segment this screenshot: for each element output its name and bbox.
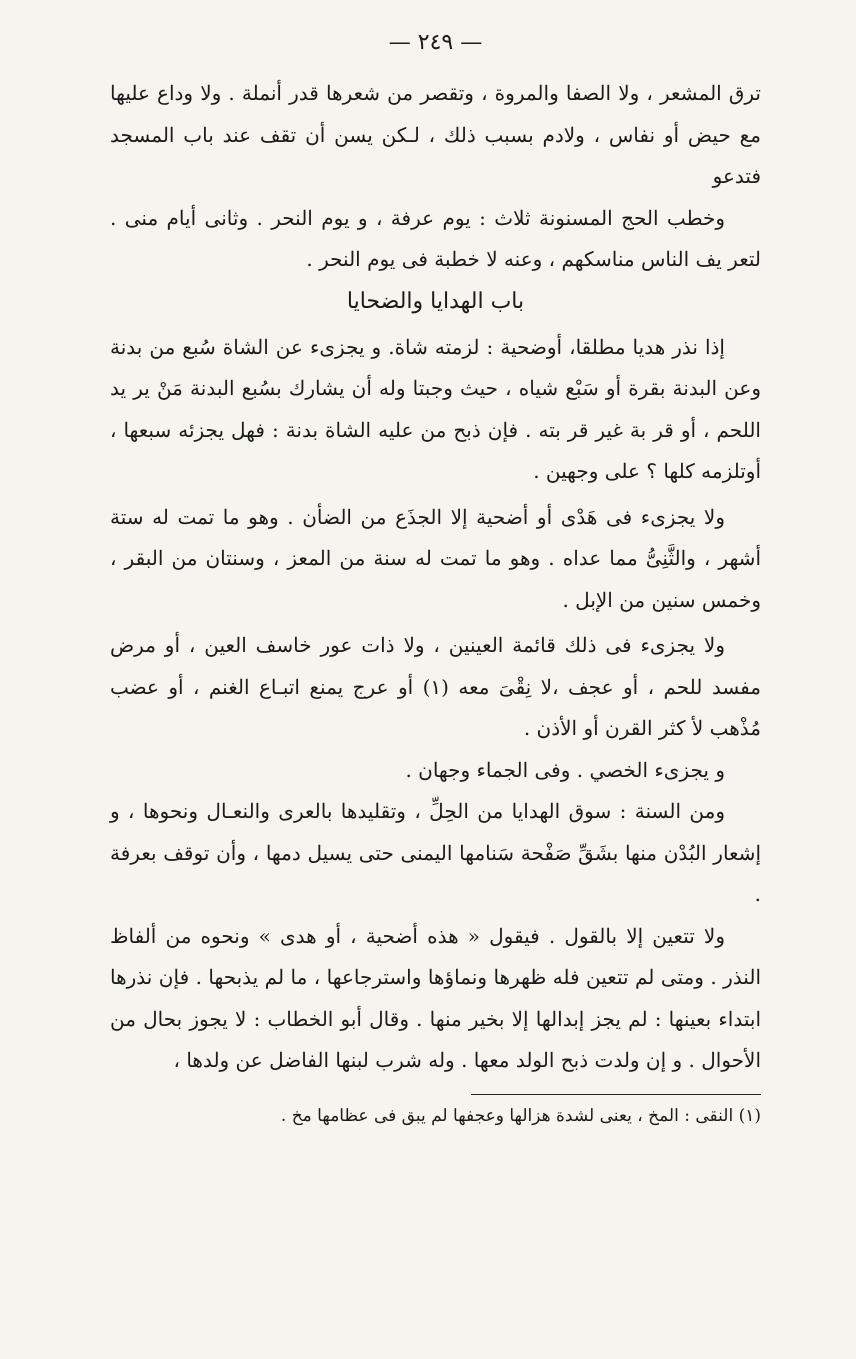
paragraph: وخطب الحج المسنونة ثلاث : يوم عرفة ، و يوم النحر . وثانى أيام منى . لتعر يف الناس مناسكهم ، وعنه لا خطبة فى يوم النحر . [110,205,761,271]
paragraph: ومن السنة : سوق الهدايا من الحِلِّ ، وتقليدها بالعرى والنعـال ونحوها ، و إشعار البُدْن منها بشَقِّ صَفْحة سَنامها اليمنى حتى يسيل دمها ، وأن توقف بعرفة . [110,799,761,906]
paragraph: ولا يجزىء فى ذلك قائمة العينين ، ولا ذات عور خاسف العين ، أو مرض مفسد للحم ، أو عجف ،لا نِقْىَ معه (١) أو عرج يمنع اتبـاع الغنم ، أو عضب مُذْهب لأ كثر القرن أو الأذن . [110,633,761,740]
footnote: (١) النقى : المخ ، يعنى لشدة هزالها وعجفها لم يبق فى عظامها مخ . [280,1105,761,1126]
footnote-divider [471,1094,761,1095]
paragraph: إذا نذر هديا مطلقا، أوضحية : لزمته شاة. و يجزىء عن الشاة سُبع من بدنة وعن البدنة بقرة أو سَبْع شياه ، حيث وجبتا وله أن يشارك بسُبع البدنة مَنْ ير يد اللحم ، أو قر بة غير قر بته . فإن ذبح من عليه الشاة بدنة : فهل يجزئه سبعها ، أوتلزمه كلها ؟ على وجهين . [110,334,761,483]
section-title: باب الهدايا والضحايا [346,288,525,314]
body-text [110,73,761,1082]
paragraph: ترق المشعر ، ولا الصفا والمروة ، وتقصر من شعرها قدر أنملة . ولا وداع عليها مع حيض أو نفاس ، ولادم بسبب ذلك ، لـكن يسن أن تقف عند باب المسجد فتدعو [110,81,761,188]
paragraph: و يجزىء الخصي . وفى الجماء وجهان . [405,757,725,782]
paragraph: ولا تتعين إلا بالقول . فيقول « هذه أضحية ، أو هدى » ونحوه من ألفاظ النذر . ومتى لم تتعين فله ظهرها ونماؤها واسترجاعها ، ما لم يذبحها . فإن نذرها ابتداء بعينها : لم يجز إبدالها إلا بخير منها . وقال أبو الخطاب : لا يجوز بحال من الأحوال . و إن ولدت ذبح الولد معها . وله شرب لبنها الفاضل عن ولدها ، [110,923,761,1072]
paragraph: ولا يجزىء فى هَدْى أو أضحية إلا الجذَع من الضأن . وهو ما تمت له ستة أشهر ، والثَّنِىُّ مما عداه . وهو ما تمت له سنة من المعز ، وسنتان من البقر ، وخمس سنين من الإبل . [110,504,761,612]
page-number: — ٢٤٩ — [388,30,483,55]
